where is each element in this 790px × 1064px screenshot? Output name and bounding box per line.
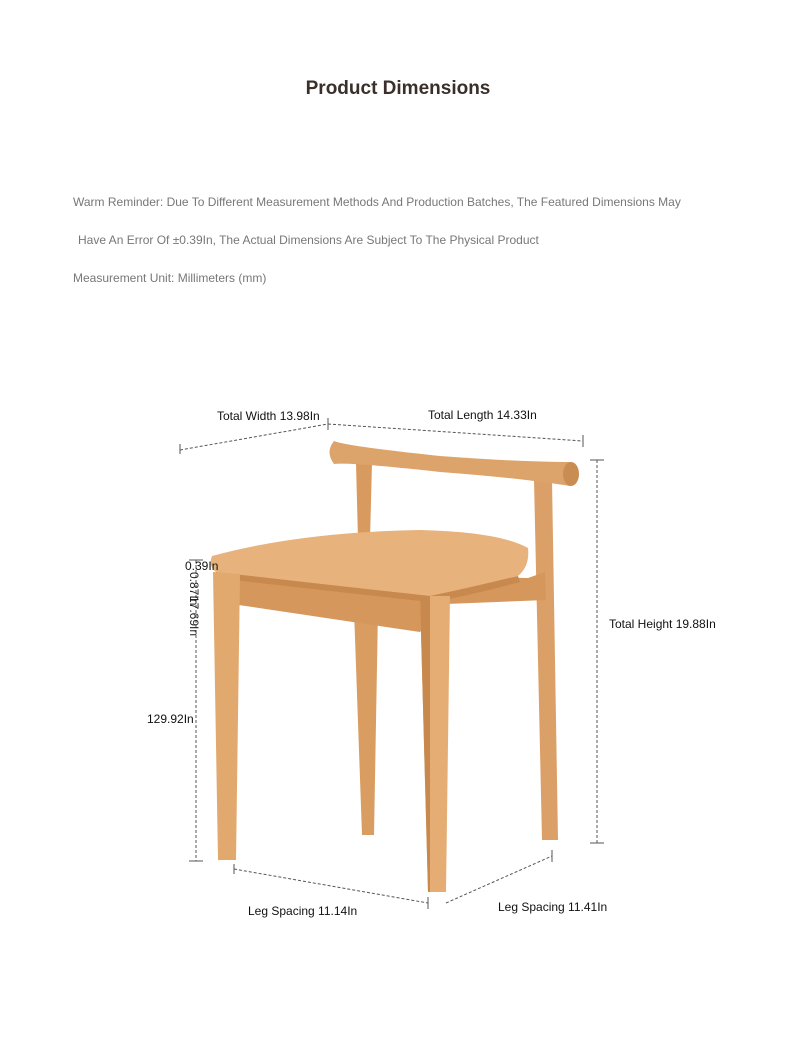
total-length-label: Total Length 14.33In — [428, 408, 537, 422]
page-title: Product Dimensions — [305, 78, 491, 99]
seat-height-label-a: 0.87In — [187, 572, 201, 606]
total-height-label: Total Height 19.88In — [609, 617, 716, 631]
chair-illustration — [211, 441, 579, 892]
leg-spacing-side-label: Leg Spacing 11.41In — [498, 900, 608, 914]
warm-reminder-line-1: Warm Reminder: Due To Different Measurement Methods And Production Batches, The Featured Dimensions May — [73, 195, 681, 209]
warm-reminder-line-2: Have An Error Of ±0.39In, The Actual Dimensions Are Subject To The Physical Product — [78, 233, 539, 247]
seat-height-label-b: 17.69In — [187, 596, 201, 637]
leg-height-label: 129.92In — [147, 712, 194, 726]
seat-thickness-label: 0.39In — [185, 559, 219, 573]
leg-spacing-front-label: Leg Spacing 11.14In — [248, 904, 358, 918]
measurement-unit: Measurement Unit: Millimeters (mm) — [73, 271, 267, 285]
total-width-label: Total Width 13.98In — [217, 409, 320, 423]
